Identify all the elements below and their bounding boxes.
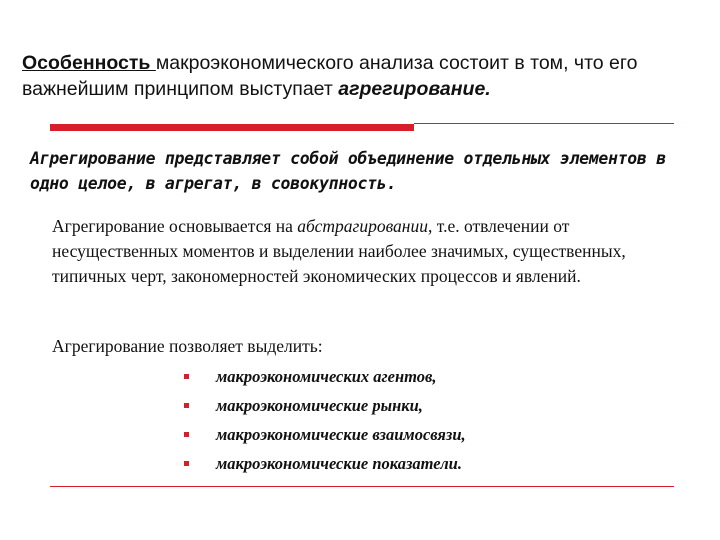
basis-term: абстрагировании: [297, 216, 428, 236]
basis-paragraph: [52, 214, 692, 289]
intro-paragraph: [22, 50, 702, 102]
list-item: [184, 449, 466, 478]
list-item-text: макроэкономические показатели.: [216, 454, 462, 473]
basis-after: , т.е. отвлечении от несущественных моментов и выделении наиболее значимых, существенных, типичных черт, закономерностей экономических процессов и явлений.: [52, 216, 626, 286]
list-item: [184, 391, 466, 420]
intro-text: макроэкономического анализа состоит в том, что его важнейшим принципом выступает: [22, 52, 638, 100]
bullet-icon: [184, 461, 189, 466]
bullet-icon: [184, 374, 189, 379]
accent-bar: [50, 124, 414, 131]
bullet-icon: [184, 432, 189, 437]
list-item-text: макроэкономических агентов,: [216, 367, 437, 386]
list-item-text: макроэкономические рынки,: [216, 396, 423, 415]
aggregate-list: [184, 362, 466, 478]
divider-bottom: [50, 486, 674, 487]
definition-paragraph: Агрегирование представляет собой объединение отдельных элементов в одно целое, в агрегат, в совокупность.: [30, 149, 666, 193]
intro-lead: Особенность: [22, 52, 156, 74]
list-item: [184, 420, 466, 449]
intro-key-term: агрегирование.: [338, 78, 491, 100]
list-item-text: макроэкономические взаимосвязи,: [216, 425, 466, 444]
allows-paragraph: Агрегирование позволяет выделить:: [52, 336, 323, 356]
bullet-icon: [184, 403, 189, 408]
divider-top: [414, 123, 674, 124]
list-item: [184, 362, 466, 391]
basis-before: Агрегирование основывается на: [52, 216, 298, 236]
